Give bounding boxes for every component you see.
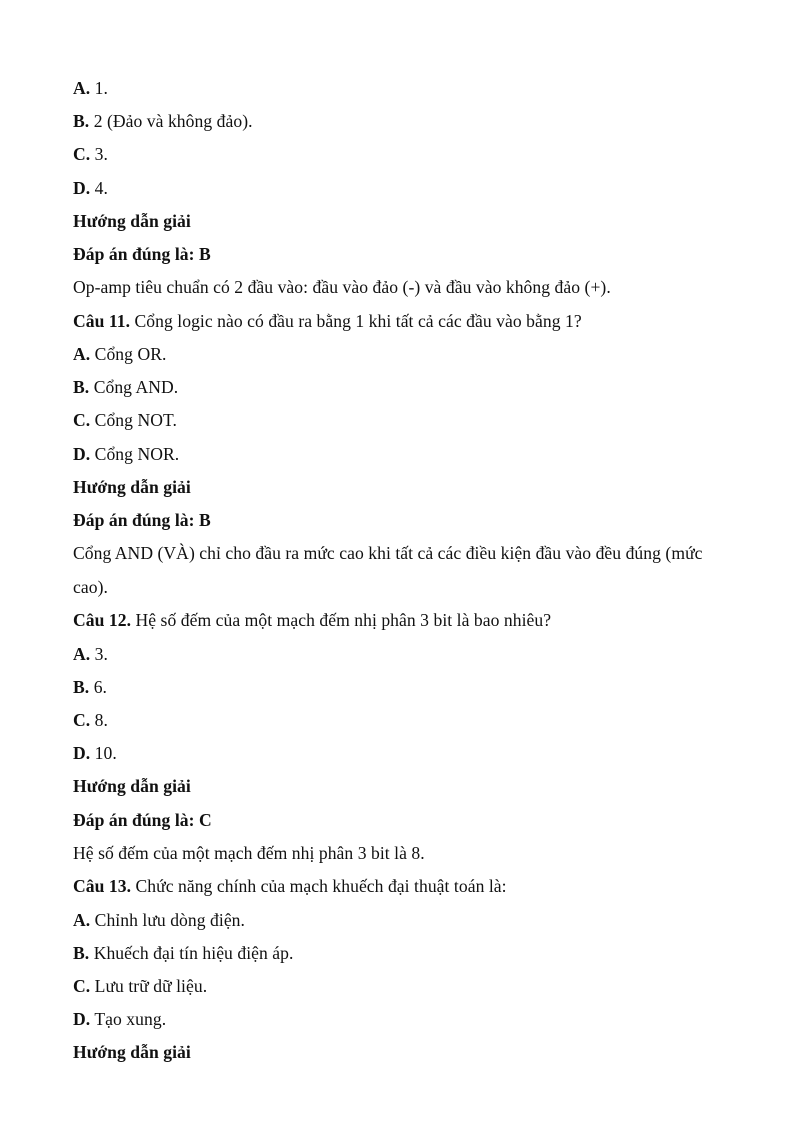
- option-letter: D.: [73, 743, 91, 764]
- option-letter: C.: [73, 410, 91, 431]
- option-text: Cổng NOR.: [94, 443, 180, 464]
- option-text: 3.: [94, 643, 108, 664]
- option-text: 8.: [94, 710, 108, 731]
- answer-option[interactable]: [73, 937, 722, 970]
- answer-option[interactable]: [73, 371, 722, 404]
- option-letter: C.: [73, 710, 91, 731]
- question-number: Câu 13.: [73, 876, 132, 897]
- question-number: Câu 12.: [73, 610, 132, 631]
- answer-option[interactable]: [73, 404, 722, 437]
- option-text: Lưu trữ dữ liệu.: [94, 976, 208, 997]
- section-heading: Hướng dẫn giải: [73, 476, 191, 497]
- question-text: Hệ số đếm của một mạch đếm nhị phân 3 bit là bao nhiêu?: [135, 610, 552, 631]
- option-letter: D.: [73, 443, 91, 464]
- question-line: [73, 870, 722, 903]
- option-letter: B.: [73, 111, 90, 132]
- question-text: Cổng logic nào có đầu ra bằng 1 khi tất cả các đầu vào bằng 1?: [134, 310, 582, 331]
- option-text: Cổng AND.: [93, 377, 179, 398]
- answer-option[interactable]: [73, 638, 722, 671]
- answer-option[interactable]: [73, 72, 722, 105]
- answer-option[interactable]: [73, 105, 722, 138]
- option-letter: D.: [73, 177, 91, 198]
- section-heading: Hướng dẫn giải: [73, 776, 191, 797]
- question-number: Câu 11.: [73, 310, 131, 331]
- option-letter: D.: [73, 1009, 91, 1030]
- answer-option[interactable]: [73, 671, 722, 704]
- option-letter: B.: [73, 942, 90, 963]
- option-text: 2 (Đảo và không đảo).: [93, 111, 253, 132]
- option-letter: A.: [73, 643, 91, 664]
- question-line: [73, 604, 722, 637]
- section-heading: Hướng dẫn giải: [73, 1042, 191, 1063]
- answer-option[interactable]: [73, 438, 722, 471]
- option-letter: B.: [73, 377, 90, 398]
- option-text: 6.: [93, 676, 107, 697]
- option-letter: A.: [73, 78, 91, 98]
- explanation-paragraph: Hệ số đếm của một mạch đếm nhị phân 3 bit là 8.: [73, 842, 425, 863]
- option-letter: C.: [73, 144, 91, 165]
- option-text: 10.: [94, 743, 117, 764]
- option-text: Cổng NOT.: [94, 410, 177, 431]
- section-heading: Hướng dẫn giải: [73, 210, 191, 231]
- option-text: Cổng OR.: [94, 344, 167, 365]
- question-line: [73, 305, 722, 338]
- answer-option[interactable]: [73, 1003, 722, 1036]
- explanation-paragraph: Op-amp tiêu chuẩn có 2 đầu vào: đầu vào đảo (-) và đầu vào không đảo (+).: [73, 277, 611, 298]
- section-heading: Đáp án đúng là: B: [73, 510, 211, 531]
- document-body: [73, 72, 722, 1070]
- answer-option[interactable]: [73, 904, 722, 937]
- option-letter: C.: [73, 976, 91, 997]
- explanation-paragraph: Cổng AND (VÀ) chỉ cho đầu ra mức cao khi tất cả các điều kiện đầu vào đều đúng (mức cao).: [73, 543, 703, 597]
- option-text: Khuếch đại tín hiệu điện áp.: [93, 942, 294, 963]
- answer-option[interactable]: [73, 172, 722, 205]
- answer-option[interactable]: [73, 338, 722, 371]
- answer-option[interactable]: [73, 704, 722, 737]
- option-letter: B.: [73, 676, 90, 697]
- question-text: Chức năng chính của mạch khuếch đại thuật toán là:: [135, 876, 507, 897]
- option-text: 3.: [94, 144, 108, 165]
- answer-option[interactable]: [73, 737, 722, 770]
- section-heading: Đáp án đúng là: B: [73, 244, 211, 265]
- answer-option[interactable]: [73, 970, 722, 1003]
- option-letter: A.: [73, 909, 91, 930]
- option-text: 4.: [94, 177, 108, 198]
- answer-option[interactable]: [73, 138, 722, 171]
- section-heading: Đáp án đúng là: C: [73, 809, 212, 830]
- option-text: 1.: [94, 78, 108, 98]
- option-text: Tạo xung.: [94, 1009, 167, 1030]
- option-letter: A.: [73, 344, 91, 365]
- option-text: Chỉnh lưu dòng điện.: [94, 909, 245, 930]
